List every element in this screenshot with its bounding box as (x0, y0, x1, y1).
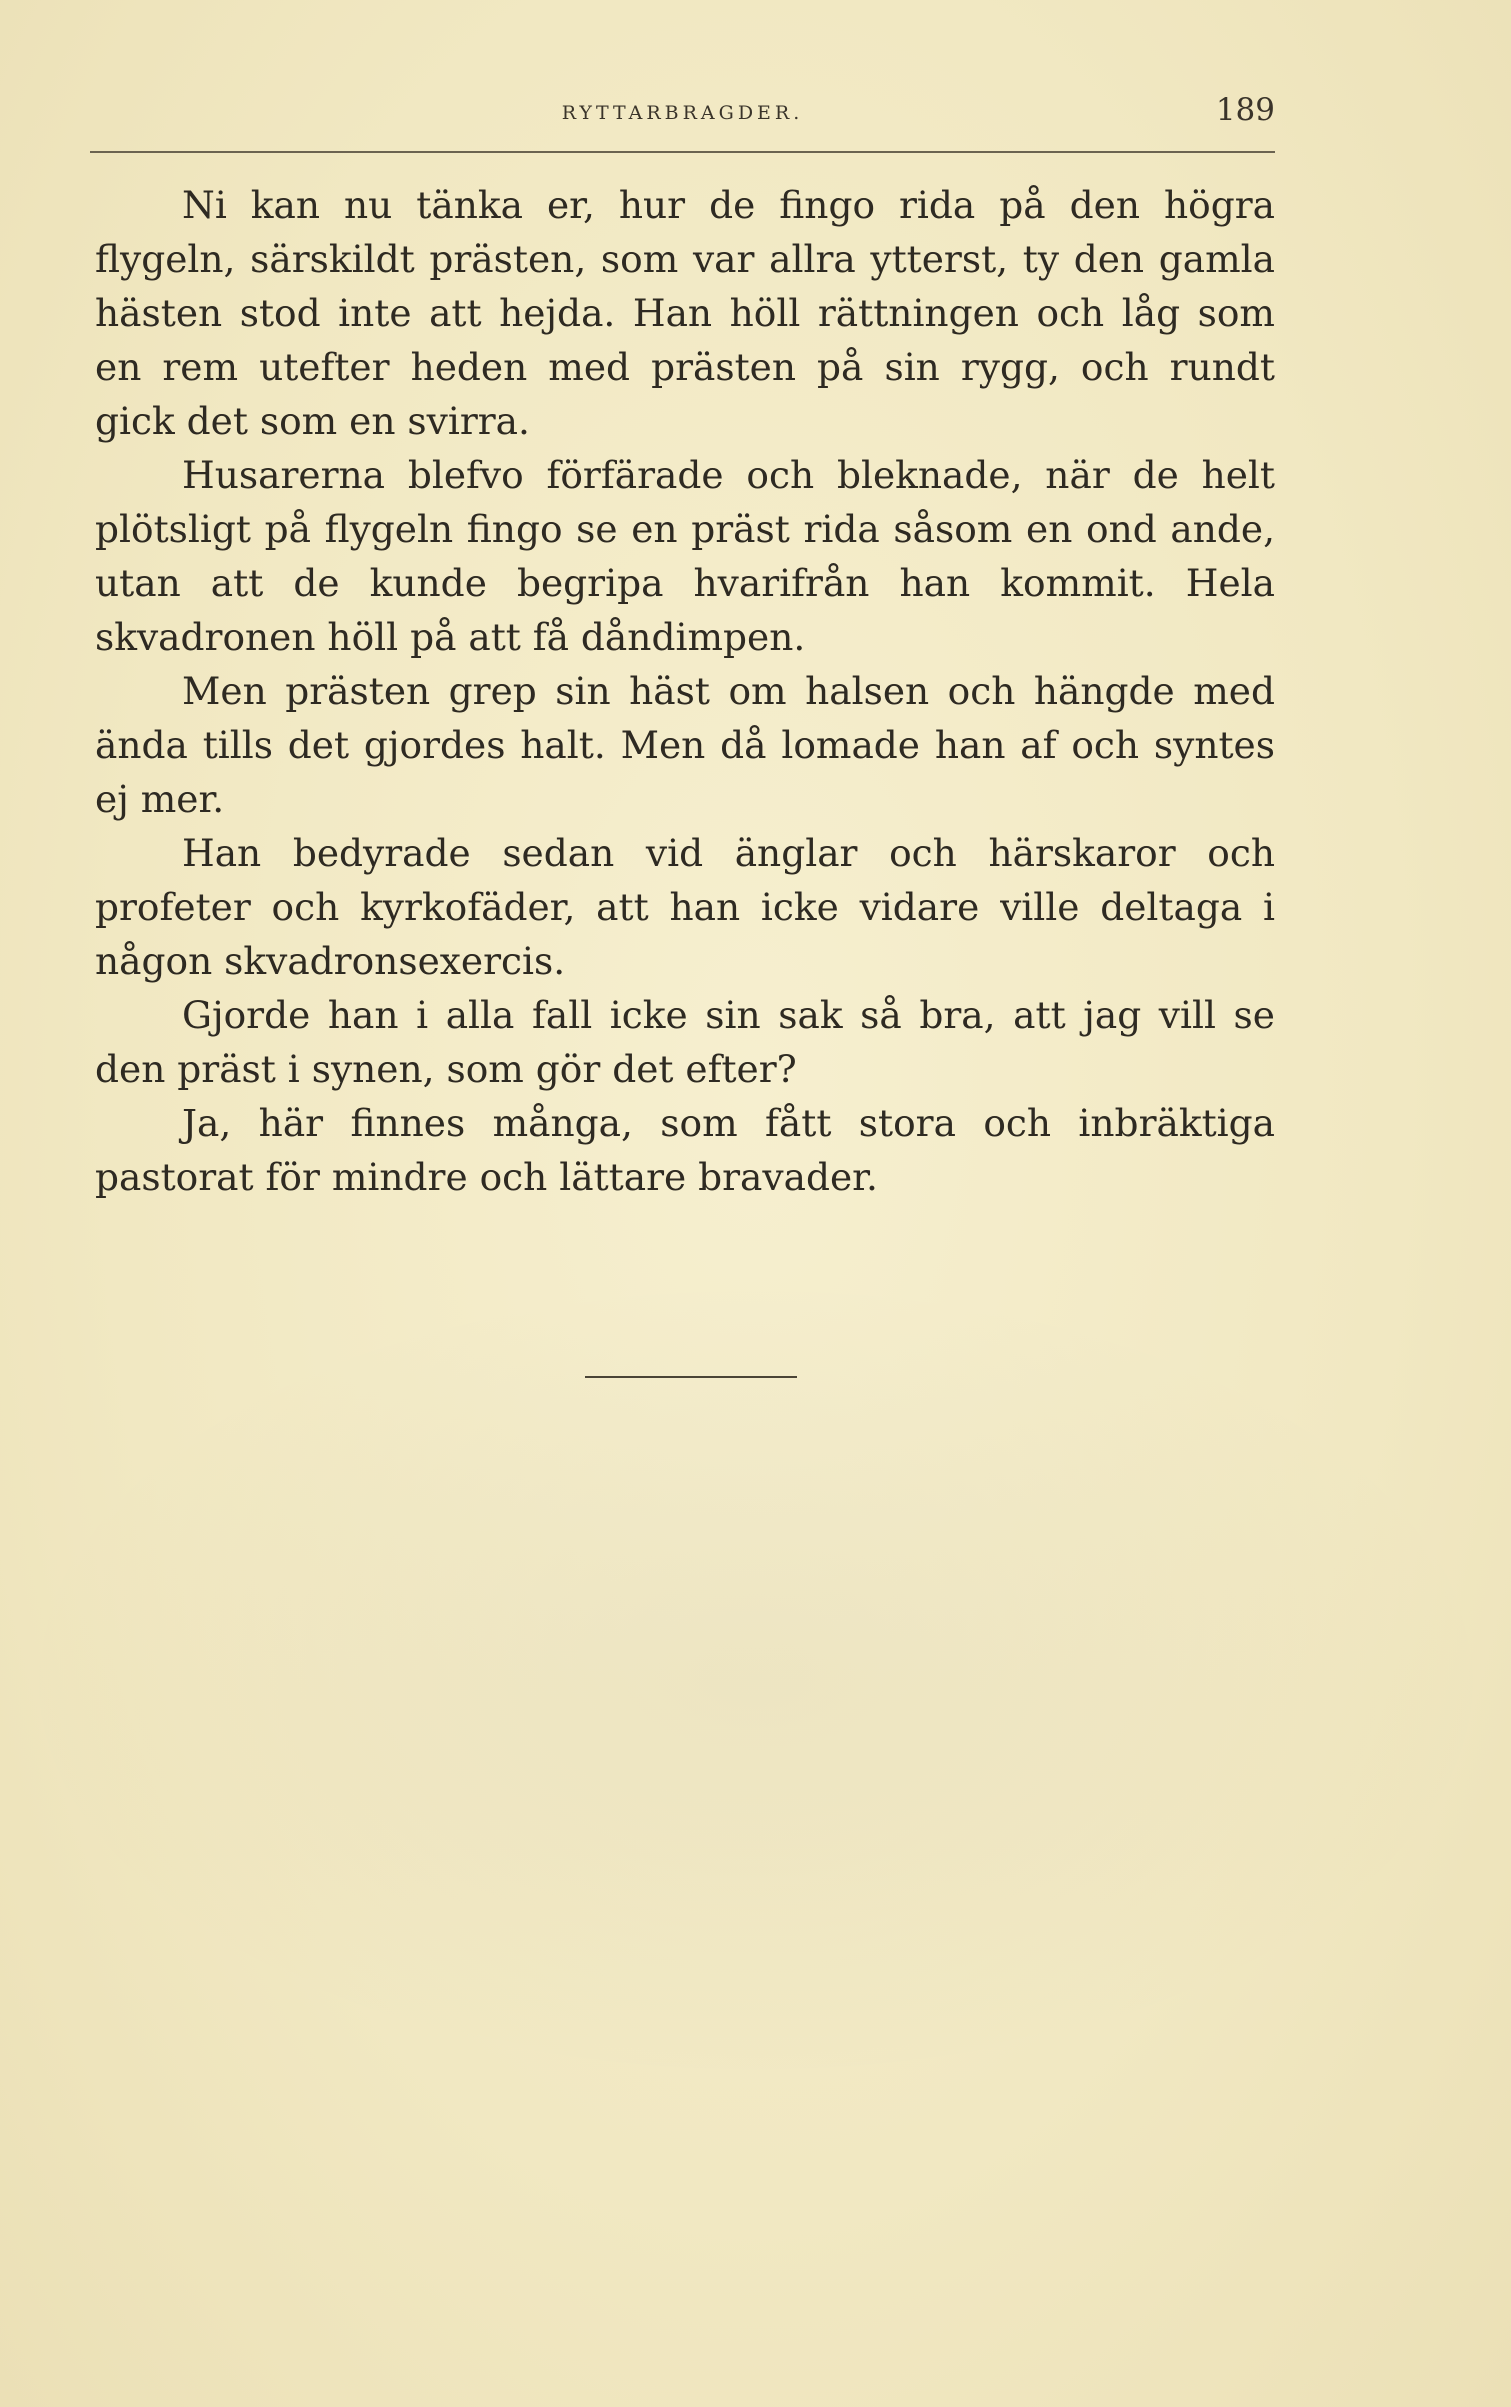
page-number: 189 (1215, 92, 1275, 128)
paragraph: Gjorde han i alla fall icke sin sak så bra, att jag vill se den präst i synen, som gör det efter? (95, 993, 1275, 1091)
header-rule (90, 151, 1275, 153)
body-text (95, 178, 1275, 1204)
paragraph: Ja, här finnes många, som fått stora och inbräktiga pastorat för mindre och lättare bravader. (95, 1101, 1275, 1199)
paragraph: Husarerna blefvo förfärade och bleknade, när de helt plötsligt på flygeln fingo se en präst rida såsom en ond ande, utan att de kunde begripa hvarifrån han kommit. Hela skvadronen höll på att få dåndimpen. (95, 453, 1275, 659)
paragraph: Han bedyrade sedan vid änglar och härskaror och profeter och kyrkofäder, att han icke vidare ville deltaga i någon skvadronsexercis. (95, 831, 1275, 983)
paragraph: Men prästen grep sin häst om halsen och hängde med ända tills det gjordes halt. Men då lomade han af och syntes ej mer. (95, 669, 1275, 821)
running-title: RYTTARBRAGDER. (561, 102, 804, 124)
section-end-rule (585, 1376, 797, 1378)
paragraph: Ni kan nu tänka er, hur de fingo rida på den högra flygeln, särskildt prästen, som var allra ytterst, ty den gamla hästen stod inte att hejda. Han höll rättningen och låg som en rem utefter heden med prästen på sin rygg, och rundt gick det som en svirra. (95, 183, 1275, 443)
show-through-area (0, 1270, 1511, 2090)
running-head (90, 92, 1275, 132)
